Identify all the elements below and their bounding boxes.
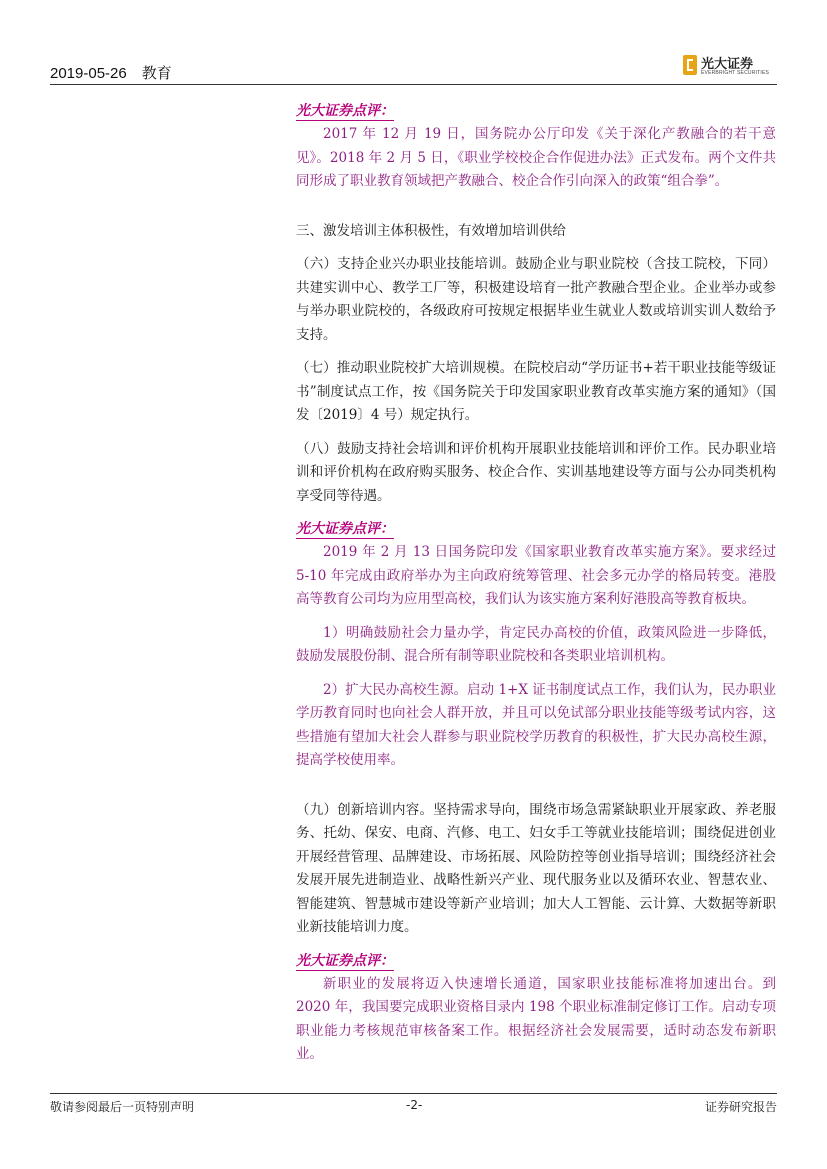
comment-2-paragraph-3: 2）扩大民办高校生源。启动 1+X 证书制度试点工作，我们认为，民办职业学历教育同时也向社会人群开放，并且可以免试部分职业技能等级考试内容，这些措施有望加大社会人群参与职业院校学历教育的积极性，扩大民办高校生源，提高学校使用率。 — [296, 681, 776, 768]
comment-2-paragraph-1: 2019 年 2 月 13 日国务院印发《国家职业教育改革实施方案》。要求经过 5-10 年完成由政府举办为主向政府统筹管理、社会多元办学的格局转变。港股高等教育公司均为应用型高校，我们认为该实施方案利好港股高等教育板块。 — [296, 544, 776, 607]
comment-2-paragraph-2: 1）明确鼓励社会力量办学，肯定民办高校的价值，政策风险进一步降低，鼓励发展股份制、混合所有制等职业院校和各类职业培训机构。 — [296, 624, 776, 664]
item-9-paragraph: （九）创新培训内容。坚持需求导向，围绕市场急需紧缺职业开展家政、养老服务、托幼、保安、电商、汽修、电工、妇女手工等就业技能培训；围绕促进创业开展经营管理、品牌建设、市场拓展、风险防控等创业指导培训；围绕经济社会发展开展先进制造业、战略性新兴产业、现代服务业以及循环农业、智慧农业、智能建筑、智慧城市建设等新产业培训；加大人工智能、云计算、大数据等新职业新技能培训力度。 — [296, 801, 776, 935]
page-header — [50, 54, 777, 85]
comment-title-3: 光大证券点评： — [296, 952, 394, 969]
logo-name: 光大证券 — [701, 57, 754, 72]
comment-title-2: 光大证券点评： — [296, 521, 394, 537]
footer-disclaimer: 敬请参阅最后一页特别声明 — [50, 1100, 195, 1114]
item-6-paragraph: （六）支持企业兴办职业技能培训。鼓励企业与职业院校（含技工院校，下同）共建实训中心、教学工厂等，积极建设培育一批产教融合型企业。企业举办或参与举办职业院校的，各级政府可按规定根据毕业生就业人数或培训实训人数给予支持。 — [296, 256, 776, 343]
item-8-paragraph: （八）鼓励支持社会培训和评价机构开展职业技能培训和评价工作。民办职业培训和评价机构在政府购买服务、校企合作、实训基地建设等方面与公办同类机构享受同等待遇。 — [296, 440, 776, 504]
item-7-paragraph: （七）推动职业院校扩大培训规模。在院校启动“学历证书+若干职业技能等级证书”制度试点工作，按《国务院关于印发国家职业教育改革实施方案的通知》（国发〔2019〕4 号）规定执行。 — [296, 360, 776, 423]
header-date-subject: 2019-05-26 教育 — [50, 65, 172, 82]
footer-report-type: 证券研究报告 — [704, 1100, 777, 1114]
report-body — [296, 100, 776, 1067]
comment-3-paragraph: 新职业的发展将迈入快速增长通道，国家职业技能标准将加速出台。到 2020 年，我国要完成职业资格目录内 198 个职业标准制定修订工作。启动专项职业能力考核规范审核备案工作。根据经济社会发展需要，适时动态发布新职业。 — [296, 975, 776, 1062]
comment-title-1: 光大证券点评： — [296, 103, 394, 119]
footer-page-number: -2- — [406, 1098, 423, 1112]
everbright-logo — [683, 54, 775, 78]
comment-1-paragraph: 2017 年 12 月 19 日，国务院办公厅印发《关于深化产教融合的若干意见》。2018 年 2 月 5 日，《职业学校校企合作促进办法》正式发布。两个文件共同形成了职业教育领域把产教融合、校企合作引向深入的政策“组合拳”。 — [296, 126, 776, 189]
section-3-heading: 三、激发培训主体积极性，有效增加培训供给 — [296, 222, 566, 239]
logo-english-name: EVERBRIGHT SECURITIES — [701, 70, 770, 76]
page-footer — [50, 1093, 777, 1118]
everbright-logo-icon — [683, 55, 697, 75]
